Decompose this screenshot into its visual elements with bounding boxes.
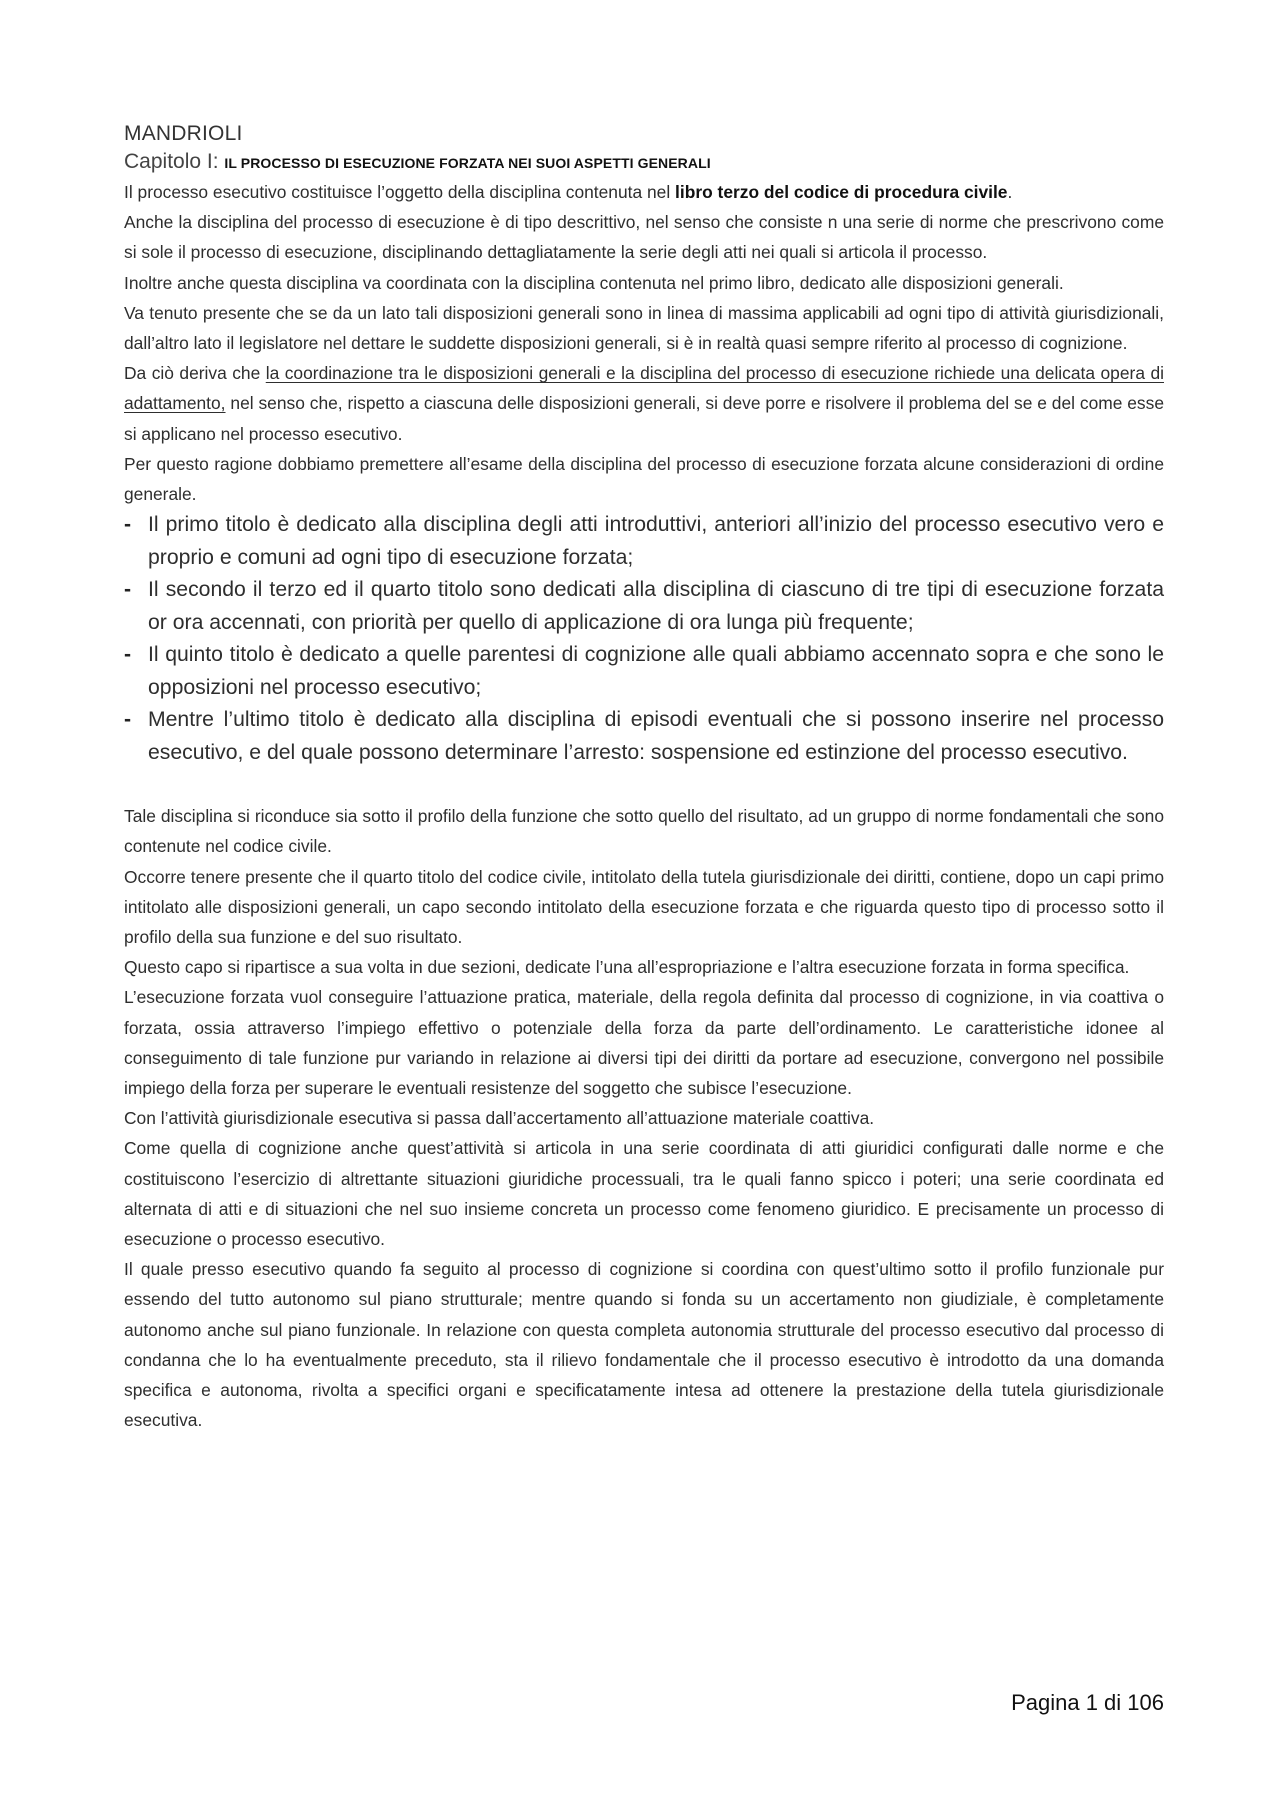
paragraph-2: Anche la disciplina del processo di esecuzione è di tipo descrittivo, nel senso che consiste n una serie di norme che prescrivono come si sole il processo di esecuzione, disciplinando dettagliatamente la serie degli atti nei quali si articola il processo.	[124, 212, 1164, 263]
list-item-text: Mentre l’ultimo titolo è dedicato alla disciplina di episodi eventuali che si possono inserire nel processo esecutivo, e del quale possono determinare l’arresto: sospensione ed estinzione del processo esecutivo.	[148, 708, 1164, 764]
chapter-heading	[124, 148, 1164, 177]
bullet-dash: -	[124, 513, 132, 537]
paragraph-13: Il quale presso esecutivo quando fa seguito al processo di cognizione si coordina con quest’ultimo sotto il profilo funzionale pur essendo del tutto autonomo sul piano strutturale; mentre quando si fonda su un accertamento non giudiziale, è completamente autonomo anche sul piano funzionale. In relazione con questa completa autonomia strutturale del processo esecutivo dal processo di condanna che lo ha eventualmente preceduto, sta il rilievo fondamentale che il processo esecutivo è introdotto da una domanda specifica e autonoma, rivolta a specifici organi e specificatamente intesa ad ottenere la prestazione della tutela giurisdizionale esecutiva.	[124, 1259, 1164, 1431]
paragraph-3: Inoltre anche questa disciplina va coordinata con la disciplina contenuta nel primo libro, dedicato alle disposizioni generali.	[124, 272, 1064, 293]
bullet-dash: -	[124, 578, 132, 602]
paragraph-12: Come quella di cognizione anche quest’attività si articola in una serie coordinata di atti giuridici configurati dalle norme e che costituiscono l’esercizio di altrettante situazioni giuridiche processuali, tra le quali fanno spicco i poteri; una serie coordinata ed alternata di atti e di situazioni che nel suo insieme concreta un processo come fenomeno giuridico. E precisamente un processo di esecuzione o processo esecutivo.	[124, 1138, 1164, 1250]
paragraph-9: Questo capo si ripartisce a sua volta in due sezioni, dedicate l’una all’espropriazione e l’altra esecuzione forzata in forma specifica.	[124, 957, 1130, 978]
list-item-text: Il secondo il terzo ed il quarto titolo sono dedicati alla disciplina di ciascuno di tre tipi di esecuzione forzata or ora accennati, con priorità per quello di applicazione di ora lunga più frequente;	[148, 578, 1164, 634]
bullet-dash: -	[124, 643, 132, 667]
paragraph-1-text: Il processo esecutivo costituisce l’oggetto della disciplina contenuta nel	[124, 182, 676, 202]
paragraph-1-bold: libro terzo del codice di procedura civile	[675, 182, 1008, 202]
paragraph-7: Tale disciplina si riconduce sia sotto il profilo della funzione che sotto quello del risultato, ad un gruppo di norme fondamentali che sono contenute nel codice civile.	[124, 806, 1164, 857]
page-number: Pagina 1 di 106	[1011, 1690, 1164, 1715]
paragraph-8: Occorre tenere presente che il quarto titolo del codice civile, intitolato della tutela giurisdizionale dei diritti, contiene, dopo un capi primo intitolato alle disposizioni generali, un capo secondo intitolato della esecuzione forzata e che riguarda questo tipo di processo sotto il profilo della sua funzione e del suo risultato.	[124, 866, 1164, 948]
bullet-dash: -	[124, 708, 132, 732]
chapter-title: IL PROCESSO DI ESECUZIONE FORZATA NEI SUOI ASPETTI GENERALI	[224, 155, 711, 171]
list-item	[124, 509, 1164, 574]
paragraph-1	[124, 177, 1164, 207]
section-gap	[124, 769, 1164, 801]
paragraph-5-underlined: la coordinazione tra le disposizioni generali e la disciplina del processo di esecuzione richiede una delicata opera di adattamento,	[124, 363, 1164, 414]
paragraph-11: Con l’attività giurisdizionale esecutiva si passa dall’accertamento all’attuazione materiale coattiva.	[124, 1108, 875, 1129]
list-item-text: Il primo titolo è dedicato alla disciplina degli atti introduttivi, anteriori all’inizio del processo esecutivo vero e proprio e comuni ad ogni tipo di esecuzione forzata;	[148, 513, 1164, 569]
list-item	[124, 574, 1164, 639]
list-item	[124, 639, 1164, 704]
chapter-label: Capitolo I:	[124, 150, 225, 173]
paragraph-4: Va tenuto presente che se da un lato tali disposizioni generali sono in linea di massima applicabili ad ogni tipo di attività giurisdizionali, dall’altro lato il legislatore nel dettare le suddette disposizioni generali, si è in realtà quasi sempre riferito al processo di cognizione.	[124, 302, 1164, 354]
paragraph-1-end: .	[1007, 182, 1013, 202]
document-title: MANDRIOLI	[124, 122, 243, 145]
list-item-text: Il quinto titolo è dedicato a quelle parentesi di cognizione alle quali abbiamo accennato sopra e che sono le opposizioni nel processo esecutivo;	[148, 643, 1164, 699]
paragraph-5-text: Da ciò deriva che	[124, 363, 266, 384]
titles-list	[124, 509, 1164, 769]
paragraph-10: L’esecuzione forzata vuol conseguire l’attuazione pratica, materiale, della regola definita dal processo di cognizione, in via coattiva o forzata, ossia attraverso l’impiego effettivo o potenziale della forza da parte dell’ordinamento. Le caratteristiche idonee al conseguimento di tale funzione pur variando in relazione ai diversi tipi dei diritti da portare ad esecuzione, convergono nel possibile impiego della forza per superare le eventuali resistenze del soggetto che subisce l’esecuzione.	[124, 987, 1164, 1099]
paragraph-6: Per questo ragione dobbiamo premettere all’esame della disciplina del processo di esecuzione forzata alcune considerazioni di ordine generale.	[124, 453, 1164, 505]
paragraph-5	[124, 358, 1164, 449]
paragraph-5-end: nel senso che, rispetto a ciascuna delle disposizioni generali, si deve porre e risolvere il problema del se e del come esse si applicano nel processo esecutivo.	[124, 393, 1164, 444]
document-page	[124, 120, 1164, 1436]
list-item	[124, 704, 1164, 769]
